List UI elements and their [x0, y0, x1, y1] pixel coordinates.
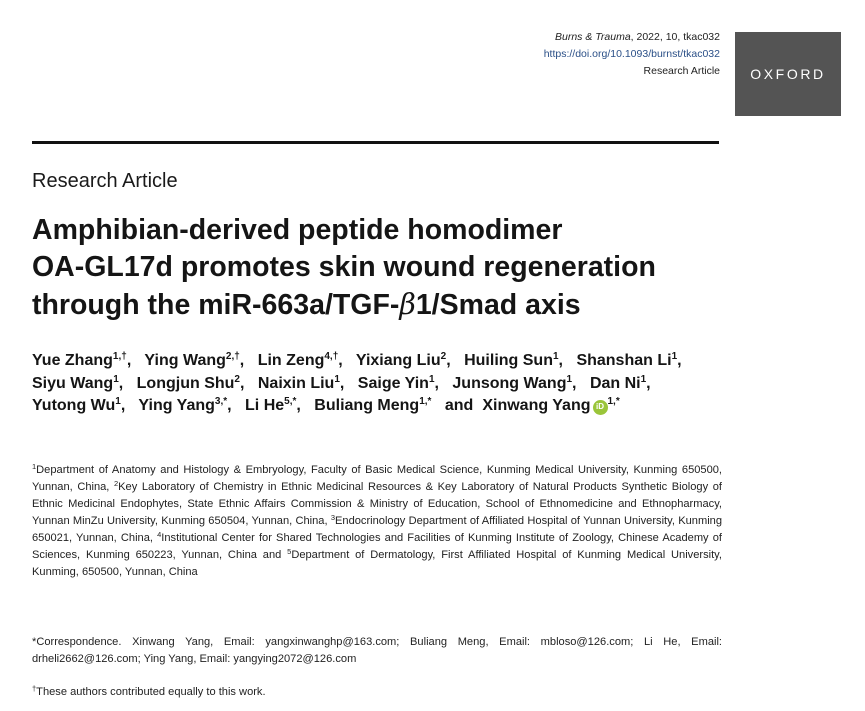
affiliation-marker: 5 — [287, 547, 292, 556]
author-affiliation-marker: 1 — [671, 351, 678, 362]
author-separator: , — [558, 352, 563, 369]
author — [245, 397, 301, 414]
affiliation-marker: 4 — [157, 530, 162, 539]
author-affiliation-marker: 1 — [334, 373, 340, 385]
title-line-3-end: 1/Smad axis — [415, 289, 581, 321]
oxford-logo: OXFORD — [735, 32, 841, 116]
article-type: Research Article — [643, 65, 720, 77]
affiliation-text: Department of Dermatology, First Affiliated Hospital of Kunming Medical University, Kunming, 650500, Yunnan, China — [32, 549, 722, 578]
correspondence: *Correspondence. Xinwang Yang, Email: yangxinwanghp@163.com; Buliang Meng, Email: mbloso@126.com; Li He, Email: drheli2662@126.com; Ying Yang, Email: yangying2072@126.com — [32, 636, 722, 665]
author — [464, 352, 563, 369]
title-line-2: OA-GL17d promotes skin wound regeneration — [32, 251, 656, 283]
author — [32, 352, 131, 369]
author-separator: , — [646, 374, 651, 392]
author — [32, 375, 123, 392]
author-separator: , — [239, 352, 245, 369]
title-greek-beta: β — [399, 288, 416, 321]
affiliation-text: Key Laboratory of Chemistry in Ethnic Medicinal Resources & Key Laboratory of Natural Products Synthetic Biology of Ethnic Medicinal Endophytes, State Ethnic Affairs Commission & Ministry of Education, School of Ethnomedicine and Ethnopharmacy, Yunnan MinZu University, Kunming 650504, Yunnan, China, — [32, 481, 722, 527]
author-list — [32, 350, 722, 418]
author-separator: , — [446, 352, 451, 369]
author — [144, 352, 244, 369]
author-affiliation-marker: 2 — [440, 351, 447, 362]
author-separator: , — [339, 374, 345, 392]
author-affiliation-marker: 1 — [115, 396, 121, 407]
author-separator: , — [677, 352, 682, 369]
author-affiliation-marker: 4,† — [324, 351, 339, 362]
author-separator: , — [126, 352, 132, 369]
affiliation-text: Endocrinology Department of Affiliated Hospital of Yunnan University, Kunming 650021, Yunnan, China, — [32, 515, 723, 544]
author — [590, 375, 651, 392]
affiliation-text: Department of Anatomy and Histology & Embryology, Faculty of Basic Medical Science, Kunming Medical University, Kunming 650500, Yunnan, China, — [32, 464, 722, 493]
author-affiliation-marker: 1 — [113, 373, 119, 385]
author-name: Shanshan Li — [576, 352, 672, 369]
author-affiliation-marker: 1,† — [112, 351, 127, 362]
author-separator: , — [118, 374, 124, 392]
author — [258, 375, 344, 392]
author-name: Xinwang Yang — [482, 397, 591, 414]
author-name: Yixiang Liu — [355, 352, 441, 369]
author-separator: , — [227, 397, 232, 414]
footnote-marker: † — [32, 684, 37, 693]
author-affiliation-marker: 2,† — [225, 351, 240, 362]
author-affiliation-marker: 5,* — [284, 396, 297, 407]
affiliation-marker: 2 — [113, 479, 119, 488]
author-name: Siyu Wang — [32, 374, 114, 392]
section-label: Research Article — [32, 170, 178, 192]
affiliation-text: Institutional Center for Shared Technologies and Facilities of Kunming Institute of Zoology, Chinese Academy of Sciences, Kunming 650223, Yunnan, China and — [32, 532, 722, 561]
author-name: Ying Wang — [144, 352, 226, 369]
authors-and: and — [444, 397, 474, 414]
author-affiliation-marker: 1,* — [419, 396, 432, 407]
author-affiliation-marker: 3,* — [214, 396, 228, 407]
author — [576, 352, 681, 369]
author-separator: , — [120, 397, 126, 414]
author-affiliation-marker: 1 — [428, 373, 435, 385]
author-name: Huiling Sun — [464, 352, 553, 369]
doi-link[interactable]: https://doi.org/10.1093/burnst/tkac032 — [543, 48, 720, 60]
author — [258, 352, 343, 369]
author-affiliation-marker: 1,* — [607, 396, 620, 407]
affiliation-marker: 3 — [330, 513, 336, 522]
article-title — [32, 212, 722, 324]
author-separator: , — [434, 374, 439, 392]
affiliations — [32, 462, 722, 581]
author-separator: , — [338, 352, 343, 369]
journal-citation — [544, 29, 720, 46]
author-name: Yutong Wu — [32, 397, 116, 414]
author-name: Junsong Wang — [452, 374, 567, 392]
journal-name: Burns & Trauma — [555, 31, 631, 43]
title-line-1: Amphibian-derived peptide homodimer — [32, 214, 563, 246]
orcid-icon[interactable]: iD — [593, 400, 608, 415]
author-name: Li He — [245, 397, 285, 414]
author — [356, 352, 451, 369]
author-name: Saige Yin — [357, 374, 429, 392]
author — [358, 375, 439, 392]
author-name: Longjun Shu — [136, 374, 235, 392]
author-affiliation-marker: 1 — [552, 351, 559, 362]
author-last — [482, 397, 619, 414]
author — [32, 397, 125, 414]
author-name: Yue Zhang — [32, 352, 113, 369]
citation-details: , 2022, 10, tkac032 — [630, 31, 720, 43]
author-name: Lin Zeng — [257, 352, 325, 369]
author-affiliation-marker: 2 — [234, 373, 240, 385]
author — [137, 375, 245, 392]
author-name: Ying Yang — [138, 397, 215, 414]
footnote-text: These authors contributed equally to this work. — [36, 686, 266, 698]
author-separator: , — [572, 374, 577, 392]
author-separator: , — [296, 397, 301, 414]
article-meta — [544, 29, 720, 80]
author-name: Dan Ni — [589, 374, 641, 392]
author — [314, 397, 431, 414]
affiliation-marker: 1 — [32, 462, 37, 471]
author-name: Buliang Meng — [314, 397, 420, 414]
title-line-3-start: through the miR-663a/TGF- — [32, 289, 400, 321]
author — [138, 397, 231, 414]
author-affiliation-marker: 1 — [566, 373, 573, 385]
header-divider — [32, 141, 719, 144]
author-separator: , — [239, 374, 245, 392]
author-name: Naixin Liu — [257, 374, 335, 392]
equal-contribution-note — [32, 684, 722, 701]
author — [452, 375, 576, 392]
author-affiliation-marker: 1 — [640, 373, 647, 385]
